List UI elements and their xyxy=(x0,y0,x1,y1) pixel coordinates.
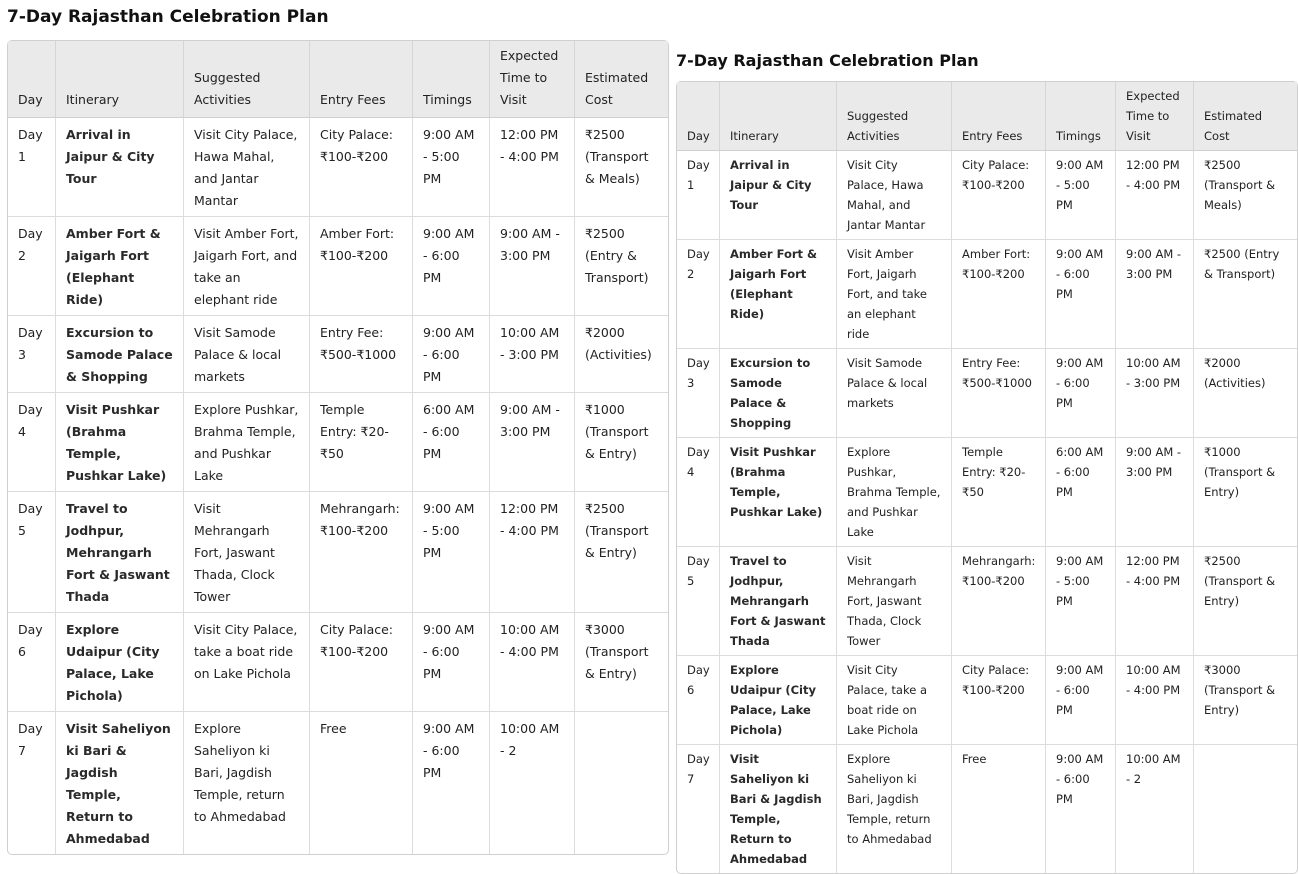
itinerary-cell: Arrival in Jaipur & City Tour xyxy=(720,151,837,239)
expected-time-cell: 10:00 AM - 2 xyxy=(490,711,575,854)
timings-cell: 9:00 AM - 6:00 PM xyxy=(413,711,490,854)
entry-fees-cell: City Palace: ₹100-₹200 xyxy=(310,612,413,711)
timings-cell: 9:00 AM - 5:00 PM xyxy=(413,491,490,612)
estimated-cost-cell xyxy=(575,711,668,854)
estimated-cost-cell: ₹2500 (Transport & Meals) xyxy=(585,127,649,186)
entry-fees-cell: Mehrangarh: ₹100-₹200 xyxy=(310,491,413,612)
header-row xyxy=(8,41,668,118)
activities-cell: Visit Mehrangarh Fort, Jaswant Thada, Clock Tower xyxy=(837,546,952,655)
itinerary-table xyxy=(676,81,1298,874)
column-header: Itinerary xyxy=(56,41,184,118)
expected-time-cell: 10:00 AM - 3:00 PM xyxy=(490,315,575,392)
activities-cell: Explore Pushkar, Brahma Temple, and Pushkar Lake xyxy=(184,392,310,491)
table-row xyxy=(677,437,1297,546)
expected-time-cell: 9:00 AM - 3:00 PM xyxy=(490,216,575,315)
column-header: Entry Fees xyxy=(310,41,413,118)
activities-cell: Visit Mehrangarh Fort, Jaswant Thada, Clock Tower xyxy=(184,491,310,612)
table-row xyxy=(8,392,668,491)
itinerary-cell: Arrival in Jaipur & City Tour xyxy=(56,118,184,216)
itinerary-cell: Explore Udaipur (City Palace, Lake Pichola) xyxy=(56,612,184,711)
timings-cell: 9:00 AM - 5:00 PM xyxy=(1046,546,1116,655)
activities-cell: Visit Amber Fort, Jaigarh Fort, and take an elephant ride xyxy=(184,216,310,315)
itinerary-cell: Travel to Jodhpur, Mehrangarh Fort & Jaswant Thada xyxy=(56,491,184,612)
column-header: Expected Time to Visit xyxy=(490,41,575,118)
table-row xyxy=(8,612,668,711)
table-row xyxy=(8,118,668,216)
day-cell: Day 5 xyxy=(8,491,56,612)
column-header: Expected Time to Visit xyxy=(1116,82,1194,151)
column-header: Timings xyxy=(413,41,490,118)
itinerary-cell: Visit Pushkar (Brahma Temple, Pushkar Lake) xyxy=(56,392,184,491)
column-header: Suggested Activities xyxy=(837,82,952,151)
estimated-cost-cell: ₹3000 (Transport & Entry) xyxy=(1194,655,1297,744)
table-row xyxy=(677,655,1297,744)
itinerary-cell: Amber Fort & Jaigarh Fort (Elephant Ride) xyxy=(720,239,837,348)
entry-fees-cell: Free xyxy=(310,711,413,854)
activities-cell: Visit City Palace, Hawa Mahal, and Jantar Mantar xyxy=(837,151,952,239)
day-cell: Day 3 xyxy=(677,348,720,437)
activities-cell: Visit Amber Fort, Jaigarh Fort, and take an elephant ride xyxy=(837,239,952,348)
timings-cell: 9:00 AM - 6:00 PM xyxy=(1046,239,1116,348)
day-cell: Day 7 xyxy=(8,711,56,854)
activities-cell: Visit City Palace, take a boat ride on Lake Pichola xyxy=(837,655,952,744)
estimated-cost-cell: ₹3000 (Transport & Entry) xyxy=(575,612,668,711)
itinerary-panel-left xyxy=(7,0,668,855)
estimated-cost-cell: ₹1000 (Transport & Entry) xyxy=(575,392,668,491)
expected-time-cell: 9:00 AM - 3:00 PM xyxy=(1116,437,1194,546)
entry-fees-cell: City Palace: ₹100-₹200 xyxy=(310,118,413,216)
expected-time-cell: 12:00 PM - 4:00 PM xyxy=(490,118,575,216)
entry-fees-cell: Entry Fee: ₹500-₹1000 xyxy=(952,348,1046,437)
timings-cell: 6:00 AM - 6:00 PM xyxy=(1046,437,1116,546)
timings-cell: 6:00 AM - 6:00 PM xyxy=(413,392,490,491)
itinerary-cell: Amber Fort & Jaigarh Fort (Elephant Ride) xyxy=(56,216,184,315)
page-title: 7-Day Rajasthan Celebration Plan xyxy=(676,51,979,70)
timings-cell: 9:00 AM - 6:00 PM xyxy=(1046,348,1116,437)
itinerary-cell: Visit Saheliyon ki Bari & Jagdish Temple, Return to Ahmedabad xyxy=(56,711,184,854)
itinerary-table xyxy=(7,40,669,855)
activities-cell: Visit City Palace, take a boat ride on Lake Pichola xyxy=(184,612,310,711)
column-header: Itinerary xyxy=(720,82,837,151)
itinerary-cell: Explore Udaipur (City Palace, Lake Pichola) xyxy=(720,655,837,744)
expected-time-cell: 9:00 AM - 3:00 PM xyxy=(490,392,575,491)
day-cell: Day 4 xyxy=(677,437,720,546)
day-cell: Day 2 xyxy=(8,216,56,315)
entry-fees-cell: Mehrangarh: ₹100-₹200 xyxy=(952,546,1046,655)
column-header: Estimated Cost xyxy=(575,41,668,118)
estimated-cost-cell: ₹2500 (Entry & Transport) xyxy=(575,216,668,315)
table-row xyxy=(8,315,668,392)
column-header: Suggested Activities xyxy=(184,41,310,118)
activities-cell: Visit Samode Palace & local markets xyxy=(837,348,952,437)
activities-cell: Visit City Palace, Hawa Mahal, and Jantar Mantar xyxy=(184,118,310,216)
entry-fees-cell: Entry Fee: ₹500-₹1000 xyxy=(310,315,413,392)
entry-fees-cell: City Palace: ₹100-₹200 xyxy=(952,151,1046,239)
table-header xyxy=(677,82,1297,151)
estimated-cost-cell: ₹2500 (Transport & Entry) xyxy=(1194,546,1297,655)
column-header: Timings xyxy=(1046,82,1116,151)
estimated-cost-cell: ₹2500 (Entry & Transport) xyxy=(1194,239,1297,348)
timings-cell: 9:00 AM - 5:00 PM xyxy=(1046,151,1116,239)
expected-time-cell: 9:00 AM - 3:00 PM xyxy=(1116,239,1194,348)
day-cell: Day 1 xyxy=(8,118,56,216)
expected-time-cell: 10:00 AM - 4:00 PM xyxy=(1116,655,1194,744)
activities-cell: Visit Samode Palace & local markets xyxy=(184,315,310,392)
day-cell: Day 4 xyxy=(8,392,56,491)
timings-cell: 9:00 AM - 5:00 PM xyxy=(413,118,490,216)
timings-cell: 9:00 AM - 6:00 PM xyxy=(413,612,490,711)
activities-cell: Explore Pushkar, Brahma Temple, and Pushkar Lake xyxy=(837,437,952,546)
entry-fees-cell: Amber Fort: ₹100-₹200 xyxy=(952,239,1046,348)
itinerary-cell: Visit Saheliyon ki Bari & Jagdish Temple, Return to Ahmedabad xyxy=(720,744,837,873)
column-header: Entry Fees xyxy=(952,82,1046,151)
timings-cell: 9:00 AM - 6:00 PM xyxy=(1046,655,1116,744)
estimated-cost-cell: ₹2500 (Transport & Meals) xyxy=(1204,158,1276,212)
estimated-cost-cell: ₹2500 (Transport & Entry) xyxy=(575,491,668,612)
entry-fees-cell: Temple Entry: ₹20-₹50 xyxy=(952,437,1046,546)
table-row xyxy=(8,491,668,612)
table-header xyxy=(8,41,668,118)
header-row xyxy=(677,82,1297,151)
table-row xyxy=(677,744,1297,873)
expected-time-cell: 10:00 AM - 2 xyxy=(1116,744,1194,873)
column-header: Estimated Cost xyxy=(1194,82,1297,151)
timings-cell: 9:00 AM - 6:00 PM xyxy=(413,315,490,392)
itinerary-cell: Travel to Jodhpur, Mehrangarh Fort & Jaswant Thada xyxy=(720,546,837,655)
timings-cell: 9:00 AM - 6:00 PM xyxy=(413,216,490,315)
day-cell: Day 6 xyxy=(677,655,720,744)
table-row xyxy=(677,151,1297,239)
day-cell: Day 2 xyxy=(677,239,720,348)
itinerary-cell: Excursion to Samode Palace & Shopping xyxy=(720,348,837,437)
table-row xyxy=(8,711,668,854)
estimated-cost-cell: ₹2000 (Activities) xyxy=(1194,348,1297,437)
expected-time-cell: 10:00 AM - 3:00 PM xyxy=(1116,348,1194,437)
table-row xyxy=(8,216,668,315)
table-row xyxy=(677,348,1297,437)
table-body xyxy=(677,151,1297,873)
expected-time-cell: 10:00 AM - 4:00 PM xyxy=(490,612,575,711)
day-cell: Day 3 xyxy=(8,315,56,392)
column-header: Day xyxy=(677,82,720,151)
table-row xyxy=(677,546,1297,655)
estimated-cost-cell xyxy=(1194,744,1297,873)
page-title: 7-Day Rajasthan Celebration Plan xyxy=(7,7,329,27)
expected-time-cell: 12:00 PM - 4:00 PM xyxy=(1116,546,1194,655)
expected-time-cell: 12:00 PM - 4:00 PM xyxy=(1116,151,1194,239)
entry-fees-cell: Free xyxy=(952,744,1046,873)
itinerary-panel-right xyxy=(676,42,1280,866)
table-row xyxy=(677,239,1297,348)
itinerary-cell: Excursion to Samode Palace & Shopping xyxy=(56,315,184,392)
table-body xyxy=(8,118,668,854)
activities-cell: Explore Saheliyon ki Bari, Jagdish Temple, return to Ahmedabad xyxy=(837,744,952,873)
day-cell: Day 7 xyxy=(677,744,720,873)
day-cell: Day 1 xyxy=(677,151,720,239)
estimated-cost-cell: ₹1000 (Transport & Entry) xyxy=(1194,437,1297,546)
estimated-cost-cell: ₹2000 (Activities) xyxy=(575,315,668,392)
day-cell: Day 6 xyxy=(8,612,56,711)
activities-cell: Explore Saheliyon ki Bari, Jagdish Temple, return to Ahmedabad xyxy=(184,711,310,854)
entry-fees-cell: Amber Fort: ₹100-₹200 xyxy=(310,216,413,315)
column-header: Day xyxy=(8,41,56,118)
expected-time-cell: 12:00 PM - 4:00 PM xyxy=(490,491,575,612)
timings-cell: 9:00 AM - 6:00 PM xyxy=(1046,744,1116,873)
entry-fees-cell: Temple Entry: ₹20-₹50 xyxy=(310,392,413,491)
day-cell: Day 5 xyxy=(677,546,720,655)
itinerary-cell: Visit Pushkar (Brahma Temple, Pushkar Lake) xyxy=(720,437,837,546)
entry-fees-cell: City Palace: ₹100-₹200 xyxy=(952,655,1046,744)
